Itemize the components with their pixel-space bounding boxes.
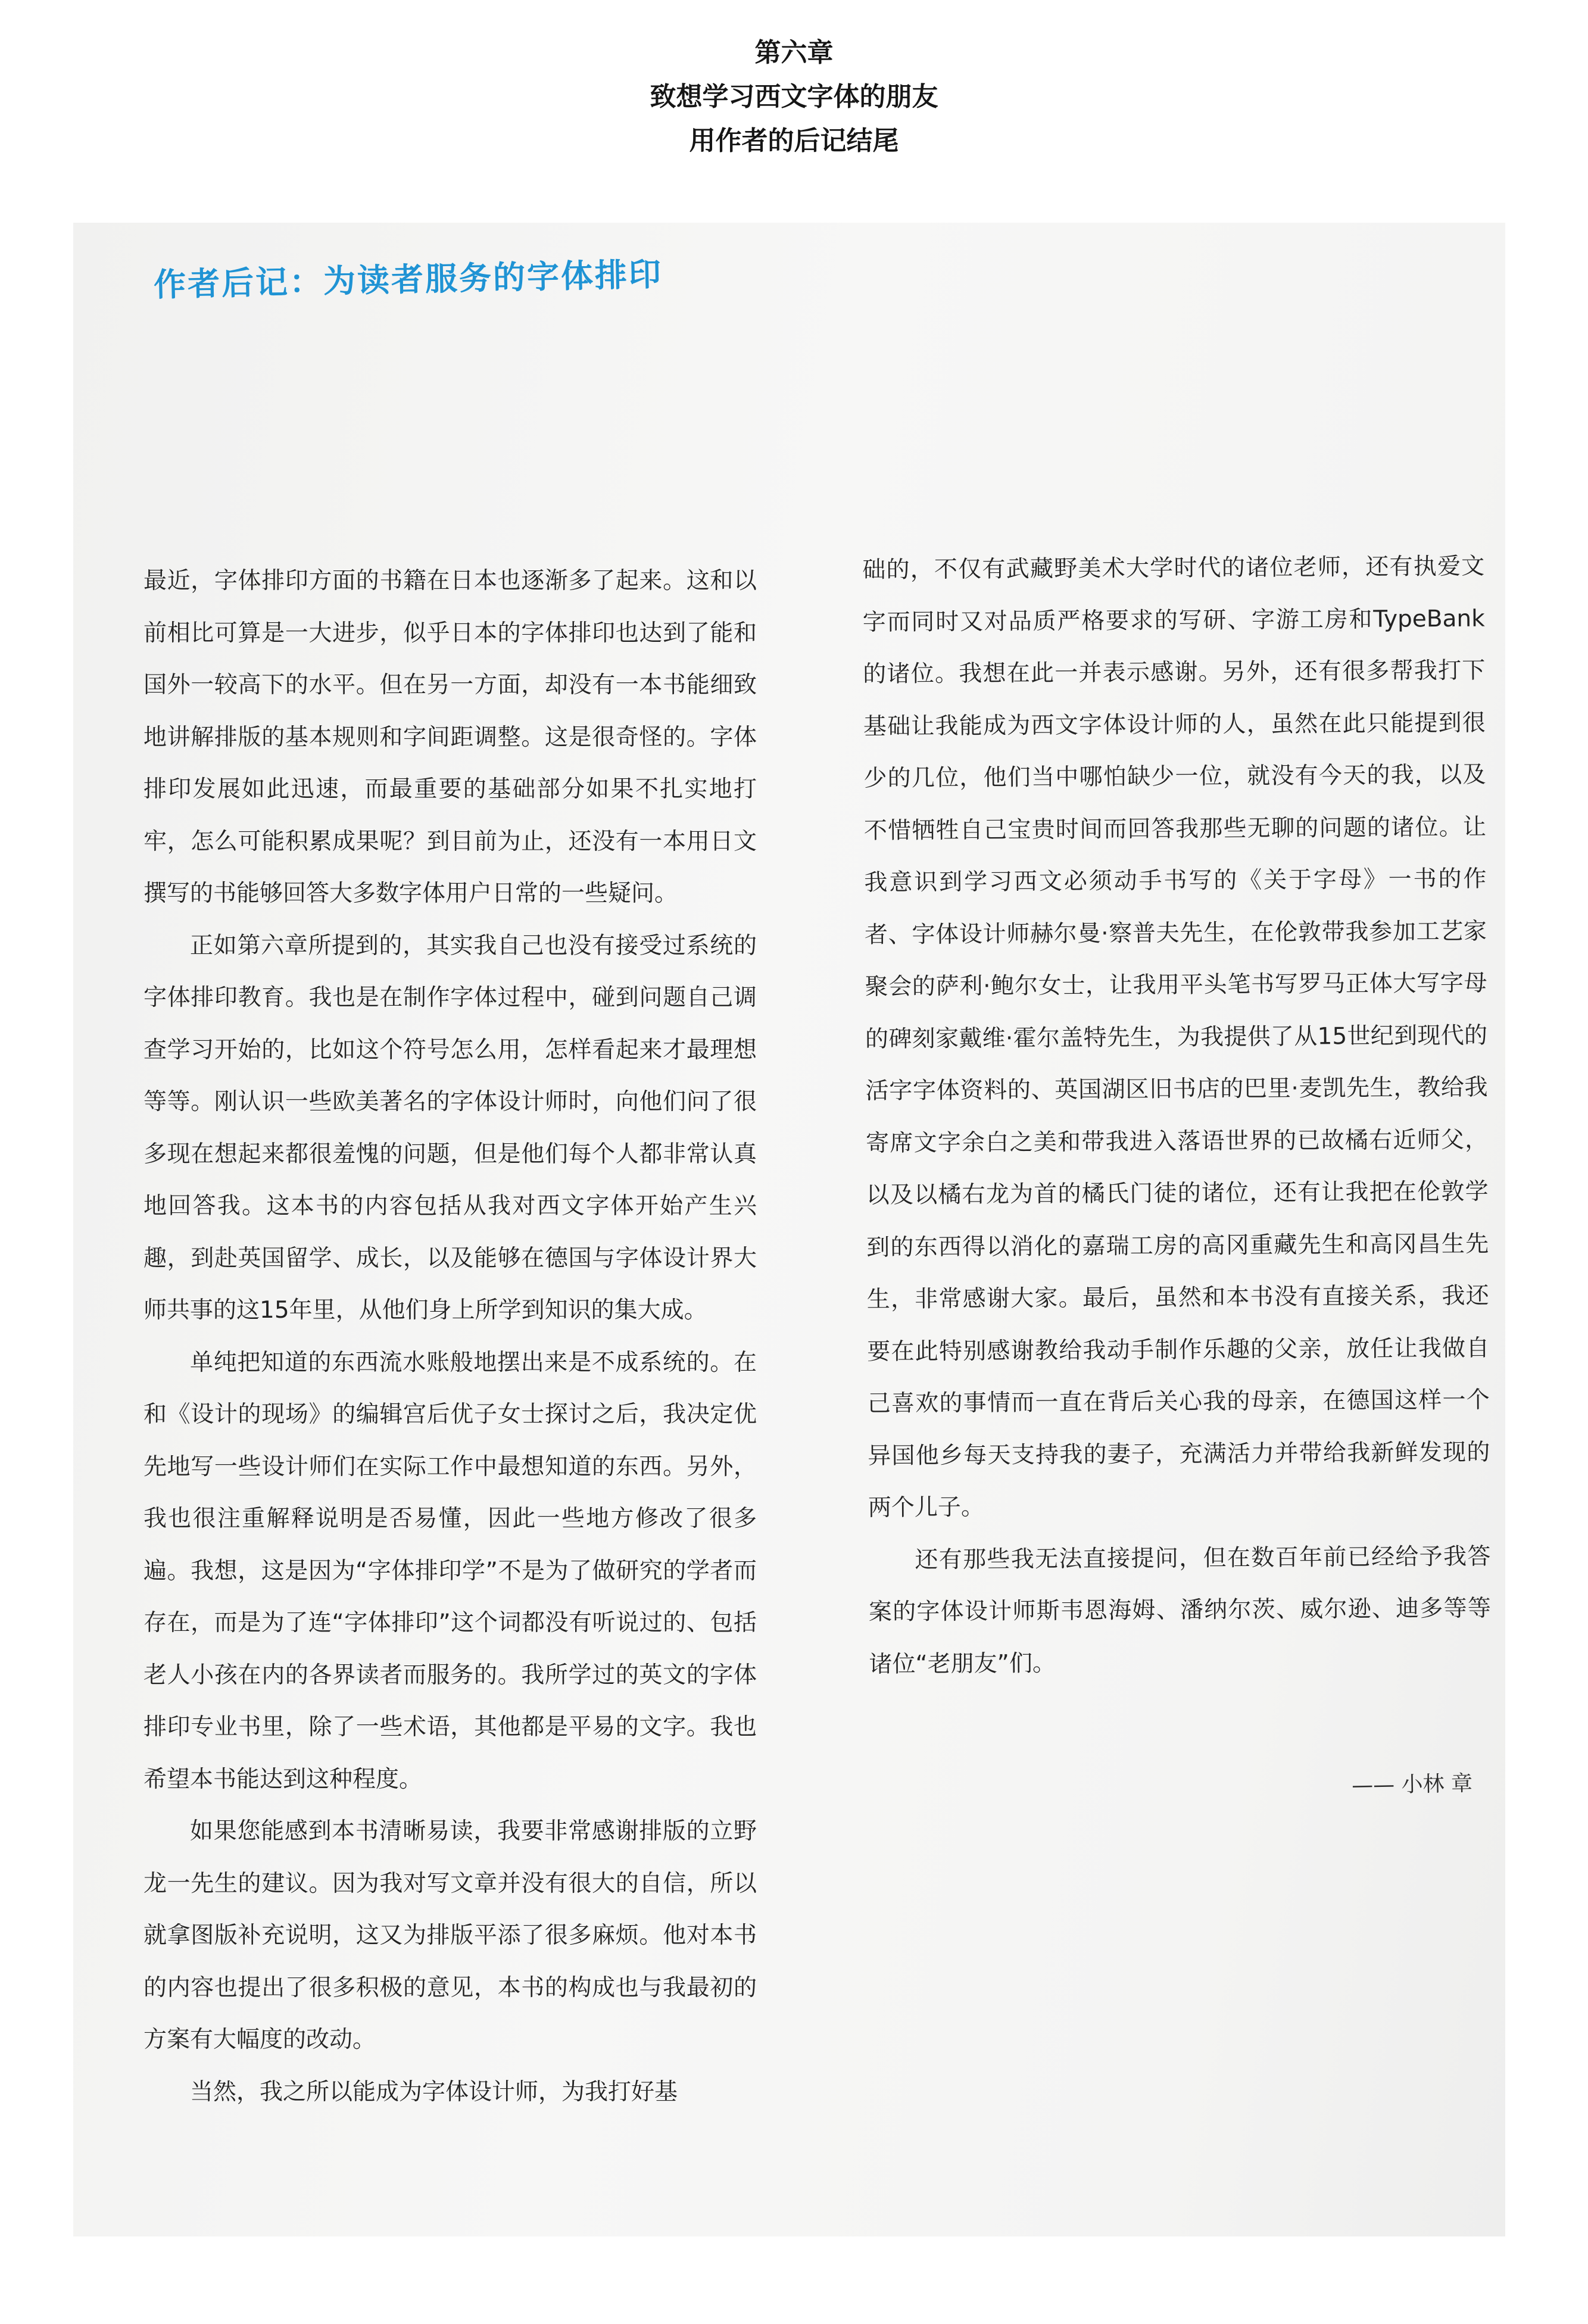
paragraph-1: 最近，字体排印方面的书籍在日本也逐渐多了起来。这和以前相比可算是一大进步，似乎日本的字体排印也达到了能和国外一较高下的水平。但在另一方面，却没有一本书能细致地讲解排版的基本规则和字间距调整。这是很奇怪的。字体排印发展如此迅速，而最重要的基础部分如果不扎实地打牢，怎么可能积累成果呢？到目前为止，还没有一本用日文撰写的书能够回答大多数字体用户日常的一些疑问。 xyxy=(143,567,757,907)
chapter-title: 致想学习西文字体的朋友 xyxy=(650,82,938,112)
paragraph-2: 正如第六章所提到的，其实我自己也没有接受过系统的字体排印教育。我也是在制作字体过程中，碰到问题自己调查学习开始的，比如这个符号怎么用，怎样看起来才最理想等等。刚认识一些欧美著名的字体设计师时，向他们问了很多现在想起来都很羞愧的问题，但是他们每个人都非常认真地回答我。这本书的内容包括从我对西文字体开始产生兴趣，到赴英国留学、成长，以及能够在德国与字体设计界大师共事的这15年里，从他们身上所学到知识的集大成。 xyxy=(143,932,757,1324)
chapter-heading xyxy=(0,31,1588,163)
chapter-subtitle: 用作者的后记结尾 xyxy=(689,126,899,156)
author-signature: —— 小林 章 xyxy=(1351,1771,1473,1798)
paragraph-5: 当然，我之所以能成为字体设计师，为我打好基 xyxy=(190,2078,678,2105)
right-column xyxy=(862,541,1492,1690)
page-photo xyxy=(73,223,1505,2236)
left-column xyxy=(143,555,757,2118)
paragraph-6: 础的，不仅有武藏野美术大学时代的诸位老师，还有执爱文字而同时又对品质严格要求的写研、字游工房和TypeBank的诸位。我想在此一并表示感谢。另外，还有很多帮我打下基础让我能成为西文字体设计师的人，虽然在此只能提到很少的几位，他们当中哪怕缺少一位，就没有今天的我，以及不惜牺牲自己宝贵时间而回答我那些无聊的问题的诸位。让我意识到学习西文必须动手书写的《关于字母》一书的作者、字体设计师赫尔曼·察普夫先生，在伦敦带我参加工艺家聚会的萨利·鲍尔女士，让我用平头笔书写罗马正体大写字母的碑刻家戴维·霍尔盖特先生，为我提供了从15世纪到现代的活字字体资料的、英国湖区旧书店的巴里·麦凯先生，教给我寄席文字余白之美和带我进入落语世界的已故橘右近师父，以及以橘右龙为首的橘氏门徒的诸位，还有让我把在伦敦学到的东西得以消化的嘉瑞工房的高冈重藏先生和高冈昌生先生，非常感谢大家。最后，虽然和本书没有直接关系，我还要在此特别感谢教给我动手制作乐趣的父亲，放任让我做自己喜欢的事情而一直在背后关心我的母亲，在德国这样一个异国他乡每天支持我的妻子，充满活力并带给我新鲜发现的两个儿子。 xyxy=(862,553,1490,1521)
chapter-number: 第六章 xyxy=(754,38,834,68)
paragraph-7: 还有那些我无法直接提问，但在数百年前已经给予我答案的字体设计师斯韦恩海姆、潘纳尔茨、威尔逊、迪多等等诸位“老朋友”们。 xyxy=(868,1543,1492,1678)
paragraph-4: 如果您能感到本书清晰易读，我要非常感谢排版的立野龙一先生的建议。因为我对写文章并没有很大的自信，所以就拿图版补充说明，这又为排版平添了很多麻烦。他对本书的内容也提出了很多积极的意见，本书的构成也与我最初的方案有大幅度的改动。 xyxy=(143,1818,757,2053)
section-title: 作者后记：为读者服务的字体排印 xyxy=(153,255,663,304)
paragraph-3: 单纯把知道的东西流水账般地摆出来是不成系统的。在和《设计的现场》的编辑宫后优子女士探讨之后，我决定优先地写一些设计师们在实际工作中最想知道的东西。另外，我也很注重解释说明是否易懂，因此一些地方修改了很多遍。我想，这是因为“字体排印学”不是为了做研究的学者而存在，而是为了连“字体排印”这个词都没有听说过的、包括老人小孩在内的各界读者而服务的。我所学过的英文的字体排印专业书里，除了一些术语，其他都是平易的文字。我也希望本书能达到这种程度。 xyxy=(143,1349,757,1793)
